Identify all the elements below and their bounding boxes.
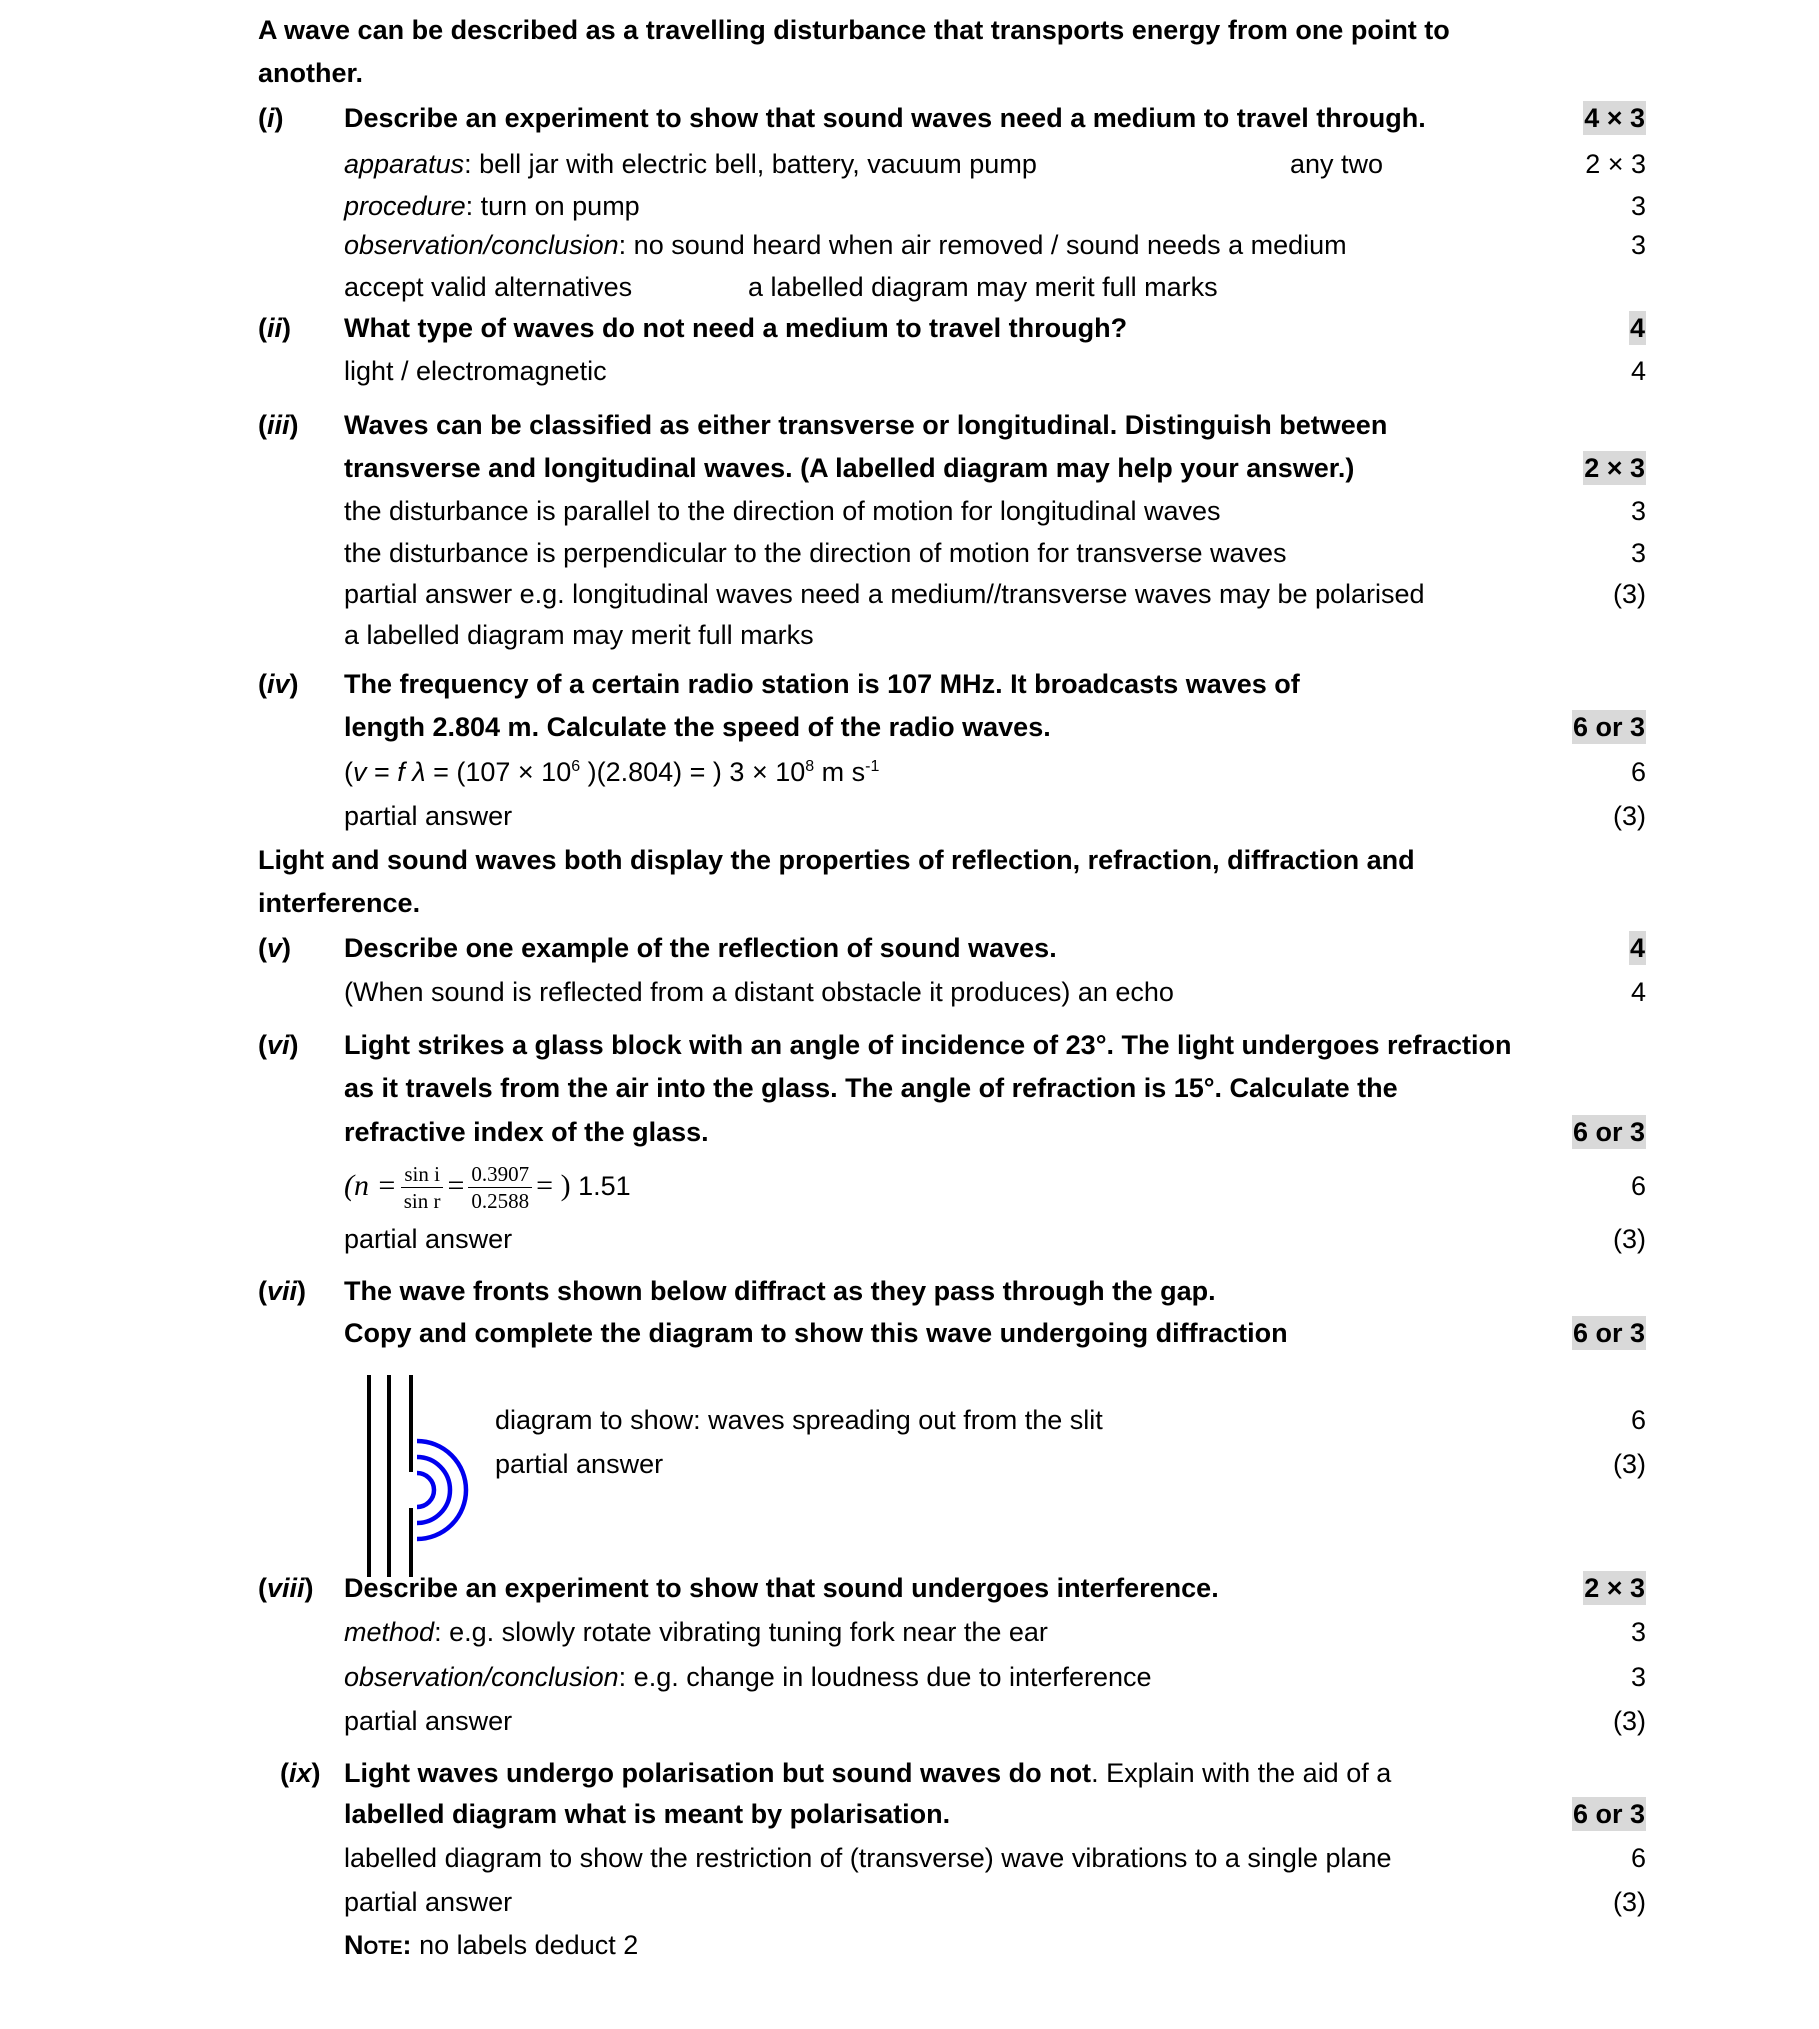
question-label-iii: (iii) <box>258 410 299 440</box>
answer-iii-1-marks: 3 <box>1630 496 1646 526</box>
formula-iv <box>344 755 879 789</box>
answer-v: (When sound is reflected from a distant obstacle it produces) an echo <box>344 977 1174 1007</box>
fraction-numerator: 0.3907 <box>468 1163 532 1188</box>
apparatus-label: apparatus <box>344 149 465 179</box>
fraction-denominator: sin r <box>403 1189 441 1214</box>
observation-label: observation/conclusion <box>344 230 619 260</box>
marks-badge-i: 4 × 3 <box>1584 103 1645 133</box>
answer-iii-2: the disturbance is perpendicular to the direction of motion for transverse waves <box>344 538 1287 568</box>
intro2-line-1: Light and sound waves both display the properties of reflection, refraction, diffraction and <box>258 845 1415 875</box>
answer-ii-marks: 4 <box>1630 356 1646 386</box>
alternatives-note: a labelled diagram may merit full marks <box>748 272 1218 302</box>
formula-vi <box>344 1158 631 1214</box>
formula-exponent: 8 <box>805 758 815 775</box>
question-part-punct: . Explain with the aid of a <box>1091 1758 1392 1788</box>
note-ix <box>344 1928 638 1962</box>
marks-badge-vi: 6 or 3 <box>1572 1117 1645 1147</box>
partial-vi-marks: (3) <box>1613 1224 1646 1254</box>
alternatives-text: accept valid alternatives <box>344 272 633 302</box>
apparatus-marks: 2 × 3 <box>1585 149 1646 179</box>
method-marks: 3 <box>1630 1617 1646 1647</box>
marks-badge-viii: 2 × 3 <box>1584 1573 1645 1603</box>
label-text: vii <box>267 1276 298 1306</box>
marks-badge-ix: 6 or 3 <box>1572 1799 1645 1829</box>
question-label-v: (v) <box>258 933 292 963</box>
label-text: i <box>267 103 275 133</box>
formula-exponent: 6 <box>571 758 581 775</box>
diffraction-diagram <box>350 1365 470 1585</box>
observation-label: observation/conclusion <box>344 1662 619 1692</box>
question-part: Light waves undergo polarisation but sound waves do not <box>344 1758 1092 1788</box>
label-text: v <box>267 933 283 963</box>
question-iii-line-2: transverse and longitudinal waves. (A labelled diagram may help your answer.) <box>344 453 1355 483</box>
marks-badge-ii: 4 <box>1629 313 1645 343</box>
method-label: method <box>344 1617 435 1647</box>
note-label: Note: <box>344 1930 412 1960</box>
question-vi-line-2: as it travels from the air into the glass. The angle of refraction is 15°. Calculate the <box>344 1073 1398 1103</box>
note-iii: a labelled diagram may merit full marks <box>344 620 814 650</box>
marks-badge-iv: 6 or 3 <box>1572 712 1645 742</box>
question-vi-line-1: Light strikes a glass block with an angle of incidence of 23°. The light undergoes refraction <box>344 1030 1512 1060</box>
observation-text: : e.g. change in loudness due to interference <box>618 1662 1152 1692</box>
apparatus-line <box>344 147 1037 181</box>
intro-line-1: A wave can be described as a travelling disturbance that transports energy from one point to <box>258 15 1450 45</box>
question-vii-line-1: The wave fronts shown below diffract as they pass through the gap. <box>344 1276 1216 1306</box>
procedure-marks: 3 <box>1630 191 1646 221</box>
label-text: iv <box>267 669 290 699</box>
answer-v-marks: 4 <box>1630 977 1646 1007</box>
question-v-text: Describe one example of the reflection of sound waves. <box>344 933 1057 963</box>
question-ii-text: What type of waves do not need a medium to travel through? <box>344 313 1128 343</box>
observation-marks: 3 <box>1630 230 1646 260</box>
question-label-ii: (ii) <box>258 313 292 343</box>
diffracted-arcs <box>417 1441 466 1539</box>
partial-iii: partial answer e.g. longitudinal waves need a medium//transverse waves may be polarised <box>344 579 1425 609</box>
method-text: : e.g. slowly rotate vibrating tuning fork near the ear <box>434 1617 1048 1647</box>
answer-vii-marks: 6 <box>1630 1405 1646 1435</box>
answer-iv-marks: 6 <box>1630 757 1646 787</box>
apparatus-text: : bell jar with electric bell, battery, vacuum pump <box>464 149 1037 179</box>
partial-viii: partial answer <box>344 1706 513 1736</box>
label-text: vi <box>267 1030 290 1060</box>
answer-vii: diagram to show: waves spreading out from the slit <box>495 1405 1103 1435</box>
method-line <box>344 1615 1048 1649</box>
answer-iii-1: the disturbance is parallel to the direction of motion for longitudinal waves <box>344 496 1221 526</box>
formula-part: v <box>353 757 367 787</box>
fraction-denominator: 0.2588 <box>471 1189 530 1214</box>
wavefront-lines <box>369 1375 411 1577</box>
formula-part: ( <box>344 757 353 787</box>
observation-line <box>344 228 1347 262</box>
fraction-values <box>468 1163 532 1212</box>
formula-part: (n = <box>344 1169 397 1202</box>
question-label-vi: (vi) <box>258 1030 299 1060</box>
intro2-line-2: interference. <box>258 888 421 918</box>
partial-iv: partial answer <box>344 801 513 831</box>
label-text: viii <box>267 1573 305 1603</box>
question-i-text: Describe an experiment to show that sound waves need a medium to travel through. <box>344 103 1426 133</box>
formula-part: )(2.804) = ) 3 × 10 <box>580 757 806 787</box>
procedure-text: : turn on pump <box>465 191 640 221</box>
partial-viii-marks: (3) <box>1613 1706 1646 1736</box>
partial-iv-marks: (3) <box>1613 801 1646 831</box>
procedure-line <box>344 189 640 223</box>
answer-ii: light / electromagnetic <box>344 356 607 386</box>
answer-vi-marks: 6 <box>1630 1171 1646 1201</box>
formula-part: m s <box>814 757 866 787</box>
label-text: ii <box>267 313 283 343</box>
question-label-viii: (viii) <box>258 1573 314 1603</box>
question-iv-line-1: The frequency of a certain radio station is 107 MHz. It broadcasts waves of <box>344 669 1300 699</box>
observation-viii-marks: 3 <box>1630 1662 1646 1692</box>
formula-part: = ) <box>536 1169 571 1202</box>
question-iv-line-2: length 2.804 m. Calculate the speed of the radio waves. <box>344 712 1051 742</box>
fraction-sin <box>401 1163 444 1212</box>
formula-part: = <box>366 757 398 787</box>
question-iii-line-1: Waves can be classified as either transverse or longitudinal. Distinguish between <box>344 410 1388 440</box>
question-vii-line-2: Copy and complete the diagram to show this wave undergoing diffraction <box>344 1318 1288 1348</box>
formula-part: = <box>447 1169 465 1202</box>
marks-badge-vii: 6 or 3 <box>1572 1318 1645 1348</box>
question-label-vii: (vii) <box>258 1276 307 1306</box>
label-text: iii <box>267 410 290 440</box>
question-label-i: (i) <box>258 103 284 133</box>
marks-badge-iii: 2 × 3 <box>1584 453 1645 483</box>
apparatus-note: any two <box>1290 149 1384 179</box>
partial-ix: partial answer <box>344 1887 513 1917</box>
partial-vii-marks: (3) <box>1613 1449 1646 1479</box>
question-label-ix: (ix) <box>280 1758 321 1788</box>
formula-exponent: -1 <box>865 758 880 775</box>
fraction-numerator: sin i <box>401 1163 444 1188</box>
question-vi-line-3: refractive index of the glass. <box>344 1117 709 1147</box>
partial-iii-marks: (3) <box>1613 579 1646 609</box>
label-text: ix <box>289 1758 312 1788</box>
answer-ix: labelled diagram to show the restriction of (transverse) wave vibrations to a single plane <box>344 1843 1392 1873</box>
formula-part: λ <box>404 757 426 787</box>
answer-ix-marks: 6 <box>1630 1843 1646 1873</box>
answer-iii-2-marks: 3 <box>1630 538 1646 568</box>
question-ix-line-1 <box>344 1756 1391 1790</box>
formula-part: = (107 × 10 <box>425 757 572 787</box>
partial-vii: partial answer <box>495 1449 664 1479</box>
intro-line-2: another. <box>258 58 364 88</box>
observation-viii-line <box>344 1660 1152 1694</box>
question-viii-text: Describe an experiment to show that sound undergoes interference. <box>344 1573 1219 1603</box>
question-ix-line-2: labelled diagram what is meant by polarisation. <box>344 1799 951 1829</box>
partial-ix-marks: (3) <box>1613 1887 1646 1917</box>
procedure-label: procedure <box>344 191 466 221</box>
partial-vi: partial answer <box>344 1224 513 1254</box>
question-label-iv: (iv) <box>258 669 299 699</box>
observation-text: : no sound heard when air removed / sound needs a medium <box>618 230 1347 260</box>
note-text: no labels deduct 2 <box>411 1930 639 1960</box>
formula-part: f <box>397 757 405 787</box>
marks-badge-v: 4 <box>1629 933 1645 963</box>
formula-result: 1.51 <box>578 1171 631 1201</box>
